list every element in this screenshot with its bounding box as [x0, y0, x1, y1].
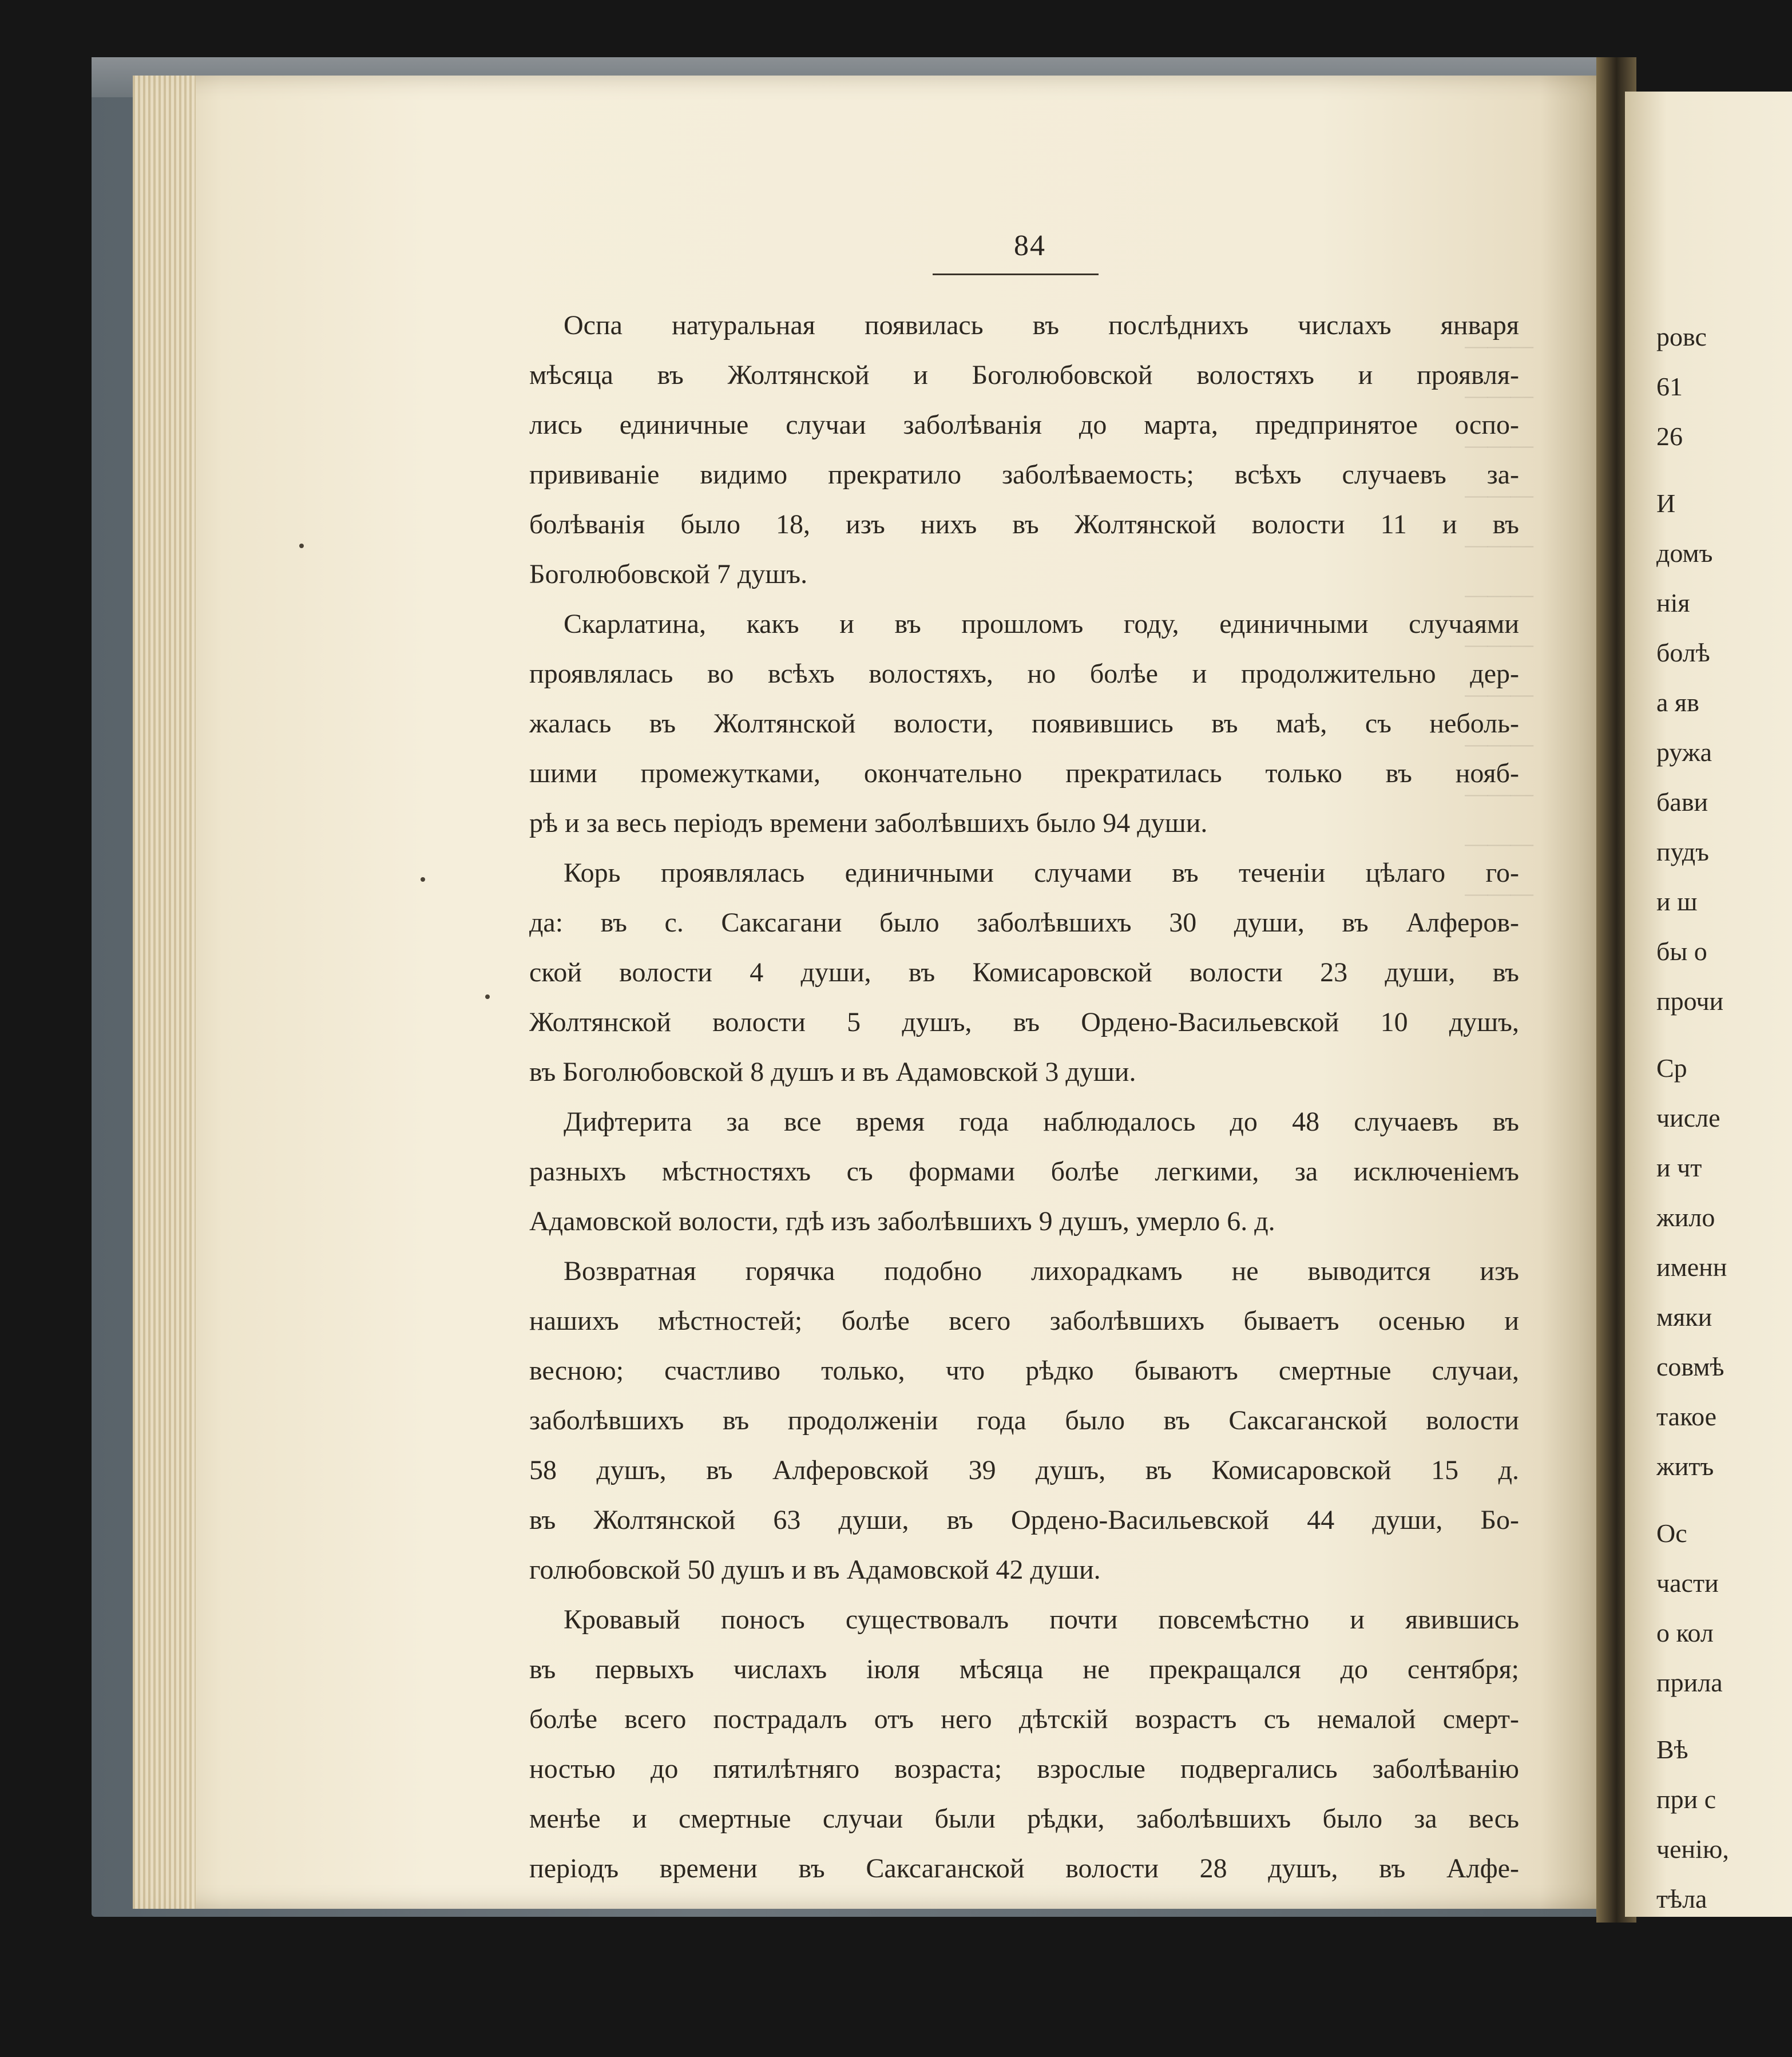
- text-fragment: 61: [1656, 372, 1683, 401]
- text-line: Боголюбовской 7 душъ.: [529, 559, 808, 589]
- paragraph-scarlatina: [529, 599, 1519, 848]
- text-line: голюбовской 50 душъ и въ Адамовской 42 души.: [529, 1555, 1101, 1585]
- text-fragment: и ш: [1656, 887, 1698, 916]
- right-page-text: [1656, 312, 1792, 1924]
- text-fragment: о кол: [1656, 1618, 1714, 1647]
- text-fragment: прочи: [1656, 986, 1724, 1016]
- text-fragment: бави: [1656, 787, 1708, 817]
- text-fragment: Вѣ: [1656, 1735, 1688, 1764]
- text-fragment: ченію,: [1656, 1834, 1729, 1864]
- text-line: прививаніе видимо прекратило заболѣваемость; всѣхъ случаевъ за-: [529, 459, 1519, 490]
- text-fragment: 26: [1656, 422, 1683, 451]
- text-line: нашихъ мѣстностей; болѣе всего заболѣвшихъ бываетъ осенью и: [529, 1306, 1519, 1336]
- text-line: весною; счастливо только, что рѣдко бываютъ смертные случаи,: [529, 1356, 1519, 1386]
- text-line: въ Жолтянской 63 души, въ Ордено-Васильевской 44 души, Бо-: [529, 1505, 1519, 1535]
- text-fragment: мяки: [1656, 1302, 1712, 1331]
- text-line: ской волости 4 души, въ Комисаровской волости 23 души, въ: [529, 957, 1519, 988]
- text-line: лись единичные случаи заболѣванія до марта, предпринятое оспо-: [529, 410, 1519, 440]
- ink-speck: [421, 877, 425, 882]
- text-line: разныхъ мѣстностяхъ съ формами болѣе легкими, за исключеніемъ: [529, 1156, 1519, 1187]
- text-line: рѣ и за весь періодъ времени заболѣвшихъ было 94 души.: [529, 808, 1208, 838]
- text-fragment: бы о: [1656, 937, 1707, 966]
- text-line: болѣванія было 18, изъ нихъ въ Жолтянской волости 11 и въ: [529, 509, 1519, 540]
- text-fragment: домъ: [1656, 538, 1713, 568]
- text-fragment: нія: [1656, 588, 1690, 617]
- text-line: болѣе всего пострадалъ отъ него дѣтскій возрастъ съ немалой смерт-: [529, 1704, 1519, 1734]
- text-fragment: И: [1656, 489, 1676, 518]
- text-fragment: пудъ: [1656, 837, 1709, 866]
- text-fragment: совмѣ: [1656, 1352, 1724, 1381]
- text-fragment: а яв: [1656, 688, 1699, 717]
- text-line: Корь проявлялась единичными случами въ теченіи цѣлаго го-: [564, 858, 1519, 888]
- text-line: шими промежутками, окончательно прекратилась только въ нояб-: [529, 758, 1519, 788]
- text-line: жалась въ Жолтянской волости, появившись въ маѣ, съ неболь-: [529, 708, 1519, 739]
- text-line: 58 душъ, въ Алферовской 39 душъ, въ Комисаровской 15 д.: [529, 1455, 1519, 1485]
- text-line: Адамовской волости, гдѣ изъ заболѣвшихъ 9 душъ, умерло 6. д.: [529, 1206, 1275, 1236]
- text-fragment: болѣ: [1656, 638, 1710, 667]
- text-line: ностью до пятилѣтняго возраста; взрослые подвергались заболѣванію: [529, 1754, 1519, 1784]
- text-fragment: и чт: [1656, 1153, 1702, 1182]
- paragraph-diphtheria: [529, 1097, 1519, 1246]
- text-line: Дифтерита за все время года наблюдалось до 48 случаевъ въ: [564, 1107, 1519, 1137]
- paragraph-dysentery: [529, 1595, 1519, 1893]
- text-line: Оспа натуральная появилась въ послѣднихъ числахъ января: [564, 310, 1519, 340]
- text-line: Возвратная горячка подобно лихорадкамъ не выводится изъ: [564, 1256, 1519, 1286]
- text-line: заболѣвшихъ въ продолженіи года было въ Саксаганской волости: [529, 1405, 1519, 1436]
- paragraph-relapsing-fever: [529, 1246, 1519, 1595]
- header-rule: [933, 274, 1099, 275]
- text-fragment: Ос: [1656, 1519, 1687, 1548]
- text-line: да: въ с. Саксагани было заболѣвшихъ 30 души, въ Алферов-: [529, 907, 1519, 938]
- ink-speck: [299, 544, 304, 548]
- ink-speck: [485, 994, 490, 999]
- text-fragment: Ср: [1656, 1053, 1687, 1083]
- text-fragment: такое: [1656, 1402, 1717, 1431]
- text-line: проявлялась во всѣхъ волостяхъ, но болѣе и продолжительно дер-: [529, 659, 1519, 689]
- text-line: въ первыхъ числахъ іюля мѣсяца не прекращался до сентября;: [529, 1654, 1519, 1685]
- text-fragment: числе: [1656, 1103, 1720, 1132]
- paragraph-smallpox: [529, 300, 1519, 599]
- text-fragment: ружа: [1656, 738, 1712, 767]
- body-text: [529, 300, 1519, 1893]
- text-fragment: прила: [1656, 1668, 1723, 1697]
- bleed-through-text: ——— ——— ——— ——— ——— ——— ——— ——— ——— ——— ——— ———: [1465, 332, 1533, 906]
- text-fragment: тѣла: [1656, 1884, 1707, 1913]
- text-fragment: жило: [1656, 1203, 1715, 1232]
- text-line: менѣе и смертные случаи были рѣдки, заболѣвшихъ было за весь: [529, 1804, 1519, 1834]
- text-line: Жолтянской волости 5 душъ, въ Ордено-Васильевской 10 душъ,: [529, 1007, 1519, 1037]
- text-fragment: именн: [1656, 1253, 1727, 1282]
- text-fragment: части: [1656, 1568, 1719, 1598]
- page-number: 84: [1014, 229, 1046, 262]
- text-fragment: ровс: [1656, 322, 1707, 351]
- text-line: въ Боголюбовской 8 душъ и въ Адамовской 3 души.: [529, 1057, 1136, 1087]
- text-fragment: житъ: [1656, 1452, 1714, 1481]
- text-line: мѣсяца въ Жолтянской и Боголюбовской волостяхъ и проявля-: [529, 360, 1519, 390]
- text-line: Кровавый поносъ существовалъ почти повсемѣстно и явившись: [564, 1604, 1519, 1635]
- text-line: Скарлатина, какъ и въ прошломъ году, единичными случаями: [564, 609, 1519, 639]
- paragraph-measles: [529, 848, 1519, 1097]
- page-edges: [133, 76, 196, 1909]
- text-fragment: при с: [1656, 1785, 1716, 1814]
- text-line: періодъ времени въ Саксаганской волости 28 душъ, въ Алфе-: [529, 1853, 1519, 1884]
